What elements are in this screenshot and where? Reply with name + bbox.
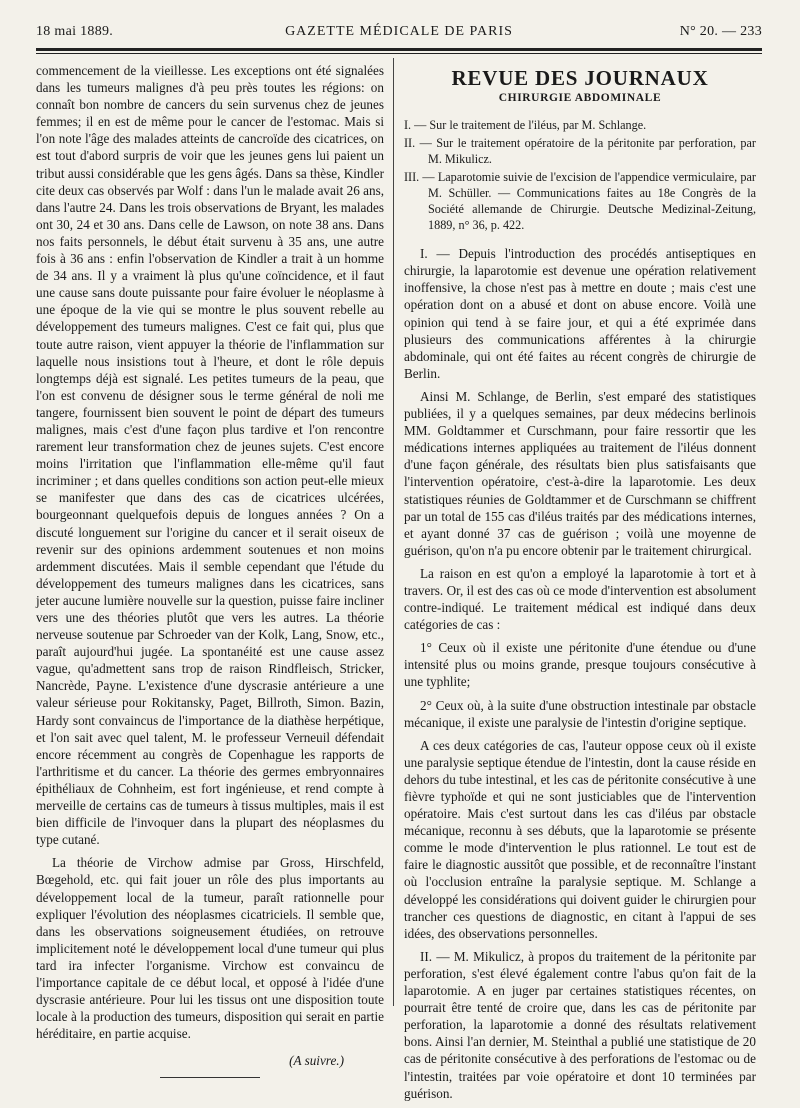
- article-list-item: I. — Sur le traitement de l'iléus, par M. Schlange.: [404, 118, 647, 133]
- left-paragraph: La théorie de Virchow admise par Gross, Hirschfeld, Bœgehold, etc. qui fait jouer un rôle des plus importants au développement local de la tumeur, paraît rationnelle pour expliquer l'évolution des néoplasmes cicatriciels. Il semble que, dans les observations soigneusement étudiées, on retrouve implicitement noté le développement local d'une tumeur qui plus tard ira infecter l'organisme. Virchow est convaincu de l'importance capitale de ce début local, et opposé à l'idée d'une dyscrasie antérieure. Pour lui les tissus ont une disposition toute locale à la production des tumeurs, disposition qui serait en partie héréditaire, en partie acquise.: [36, 855, 384, 1042]
- header-date: 18 mai 1889.: [36, 24, 114, 39]
- header-issue-number: N° 20. — 233: [679, 24, 762, 39]
- header-journal-title: GAZETTE MÉDICALE DE PARIS: [285, 24, 513, 39]
- section-subtitle: CHIRURGIE ABDOMINALE: [498, 92, 662, 105]
- right-paragraph: 1° Ceux où il existe une péritonite d'une étendue ou d'une intensité plus ou moins grande, presque toujours consécutive à une typhlite;: [404, 640, 756, 690]
- section-title: REVUE DES JOURNAUX: [451, 66, 709, 90]
- article-list-item: III. — Laparotomie suivie de l'excision de l'appendice vermiculaire, par M. Schüller. — Communications faites au 18e Congrès de la Société allemande de Chirurgie. Deutsche Medizinal-Zeitung, 1889, n° 36, p. 422.: [404, 170, 756, 233]
- article-end-rule: [160, 1077, 260, 1078]
- left-paragraph: commencement de la vieillesse. Les exceptions ont été signalées dans les tumeurs malignes d'à peu près toutes les régions: on connaît bon nombre de cancers du sein survenus chez de jeunes femmes; il en est de même pour le cancer de l'estomac. Mais si l'on note l'âge des malades atteints de cancroïde des cicatrices, on est tout d'abord surpris de voir que les jeunes gens lui paient un tribut aussi considérable que les gens âgés. Dans sa thèse, Kindler cite deux cas observés par Wolf : dans l'un le malade avait 26 ans, dans l'autre 24. Dans les trois observations de Bryant, les malades ont 30, 24 et 30 ans. Dans celle de Lawson, on note 38 ans. Dans nos faits personnels, le début était survenu à 35 ans, une autre fois à 36 ans : enfin l'observation de Kindler a trait à un homme de 34 ans. Il y a vraiment là plus qu'une coïncidence, et il faut une cause sans doute puissante pour faire évoluer le néoplasme à une époque de la vie qui se montre le plus souvent rebelle au développement des tumeurs malignes. C'est ce fait qui, plus que toute autre raison, vient appuyer la théorie de l'inflammation sur laquelle nous insistions tout à l'heure, et dont le rôle depuis longtemps déjà est signalé. Les petites tumeurs de la peau, que l'on est convenu de désigner sous le terme général de noli me tangere, fournissent bien souvent le point de départ des tumeurs malignes, mais c'est d'une façon plus tardive et l'on rencontre rarement leur transformation chez de jeunes sujets. C'est encore moins l'irritation que l'inflammation elle-même qu'il faut incriminer ; et dans quelles conditions son action peut-elle mieux se manifester que dans des cas de cicatrices ulcérées, bourgeonnant quelquefois depuis de longues années ? On a discuté longuement sur l'origine du cancer et il serait oiseux de revenir sur des opinions ardemment soutenues et non moins ardemment discutées. Mais il semble cependant que l'étude du développement des tumeurs malignes dans les cicatrices, sans jeter aucune lumière nouvelle sur la question, puisse faire incliner vers une des théories plutôt que vers les autres. La théorie nerveuse soutenue par Schroeder van der Kolk, Lang, Snow, etc., paraît aujourd'hui jugée. La spontanéité est une cause assez vague, qu'admettent sans trop de raison Rindfleisch, Stricker, Nancrède, Payne. L'existence d'une dyscrasie antérieure a une valeur sérieuse pour Rokitansky, Paget, Billroth, Simon. Bazin, Hardy sont convaincus de l'importance de la diathèse herpétique, et l'on sait avec quel talent, M. le professeur Verneuil défendait encore récemment au congrès de Copenhague les rapports de l'arthritisme et du cancer. La théorie des germes embryonnaires épithéliaux de Cohnheim, est fort ingénieuse, et rend compte à merveille de certains cas de tumeurs à tissus multiples, mais il est bien difficile de l'invoquer dans la plupart des néoplasmes du type cutané.: [36, 63, 384, 848]
- right-paragraph: 2° Ceux où, à la suite d'une obstruction intestinale par obstacle mécanique, il existe une paralysie de l'intestin d'origine septique.: [404, 697, 756, 730]
- to-be-continued-note: (A suivre.): [289, 1053, 344, 1069]
- column-divider: [393, 58, 394, 1006]
- right-column: [404, 62, 756, 1108]
- left-column: [36, 62, 384, 1078]
- right-paragraph: La raison en est qu'on a employé la laparotomie à tort et à travers. Or, il est des cas où ce mode d'intervention est absolument contre-indiqué. Le traitement médical est indiqué dans deux catégories de cas :: [404, 565, 756, 633]
- right-paragraph: A ces deux catégories de cas, l'auteur oppose ceux où il existe une paralysie septique étendue de l'intestin, dont la cause réside en dehors du tube intestinal, et les cas de péritonite consécutive à une fièvre typhoïde et qui ne sont justiciables que de l'intervention opératoire. Mais c'est surtout dans les cas d'iléus par obstacle mécanique, reconnu à ses débuts, que la laparotomie se présente comme le mode d'intervention le plus rationnel. Le tout est de faire le diagnostic aussitôt que possible, et de reconnaître l'instant où l'occlusion entraîne la paralysie septique. M. Schlange a développé les considérations qui doivent guider le chirurgien pour trancher ces questions de diagnostic, en citant à l'appui de ses idées, des observations personnelles.: [404, 737, 756, 941]
- page-header: [36, 14, 762, 40]
- right-paragraph: II. — M. Mikulicz, à propos du traitement de la péritonite par perforation, s'est élevé également contre l'abus qu'on fait de la laparotomie. A en juger par certaines statistiques récentes, on pourrait être tenté de croire que, dans les cas de péritonite par perforation, la laparotomie a donné des résultats relativement bons. Ainsi l'an dernier, M. Steinthal a publié une statistique de 20 cas de péritonite consécutive à des perforations de l'estomac ou de l'intestin, traitées par voie opératoire et dont 10 terminées par guérison.: [404, 948, 756, 1101]
- article-list: [404, 117, 756, 233]
- article-list-item: II. — Sur le traitement opératoire de la péritonite par perforation, par M. Mikulicz.: [404, 136, 756, 167]
- right-paragraph: Ainsi M. Schlange, de Berlin, s'est emparé des statistiques publiées, il y a quelques semaines, par deux médecins berlinois MM. Goldtammer et Curschmann, pour faire ressortir que les médications internes appliquées au traitement de l'iléus donnent d'une façon générale, des résultats bien plus satisfaisants que l'intervention opératoire, c'est-à-dire la laparotomie. Les deux statistiques réunies de Goldtammer et de Curschmann se chiffrent par un total de 155 cas d'iléus traités par des médications internes, et ayant donné 37 cas de guérison ; voilà une moyenne de guérison, qu'on n'a pu encore obtenir par le traitement chirurgical.: [404, 388, 756, 558]
- right-paragraph: I. — Depuis l'introduction des procédés antiseptiques en chirurgie, la laparotomie est devenue une opération relativement inoffensive, la chose n'est pas à mettre en doute ; mais c'est une opération dont on a abusé et dont on abuse encore. Voilà une opinion qui tend à se faire jour, et qui a été exprimée dans plusieurs des communications afférentes à la chirurgie abdominale, qui ont été faites au récent congrès de chirurgie de Berlin.: [404, 246, 756, 381]
- header-rule: [36, 48, 762, 54]
